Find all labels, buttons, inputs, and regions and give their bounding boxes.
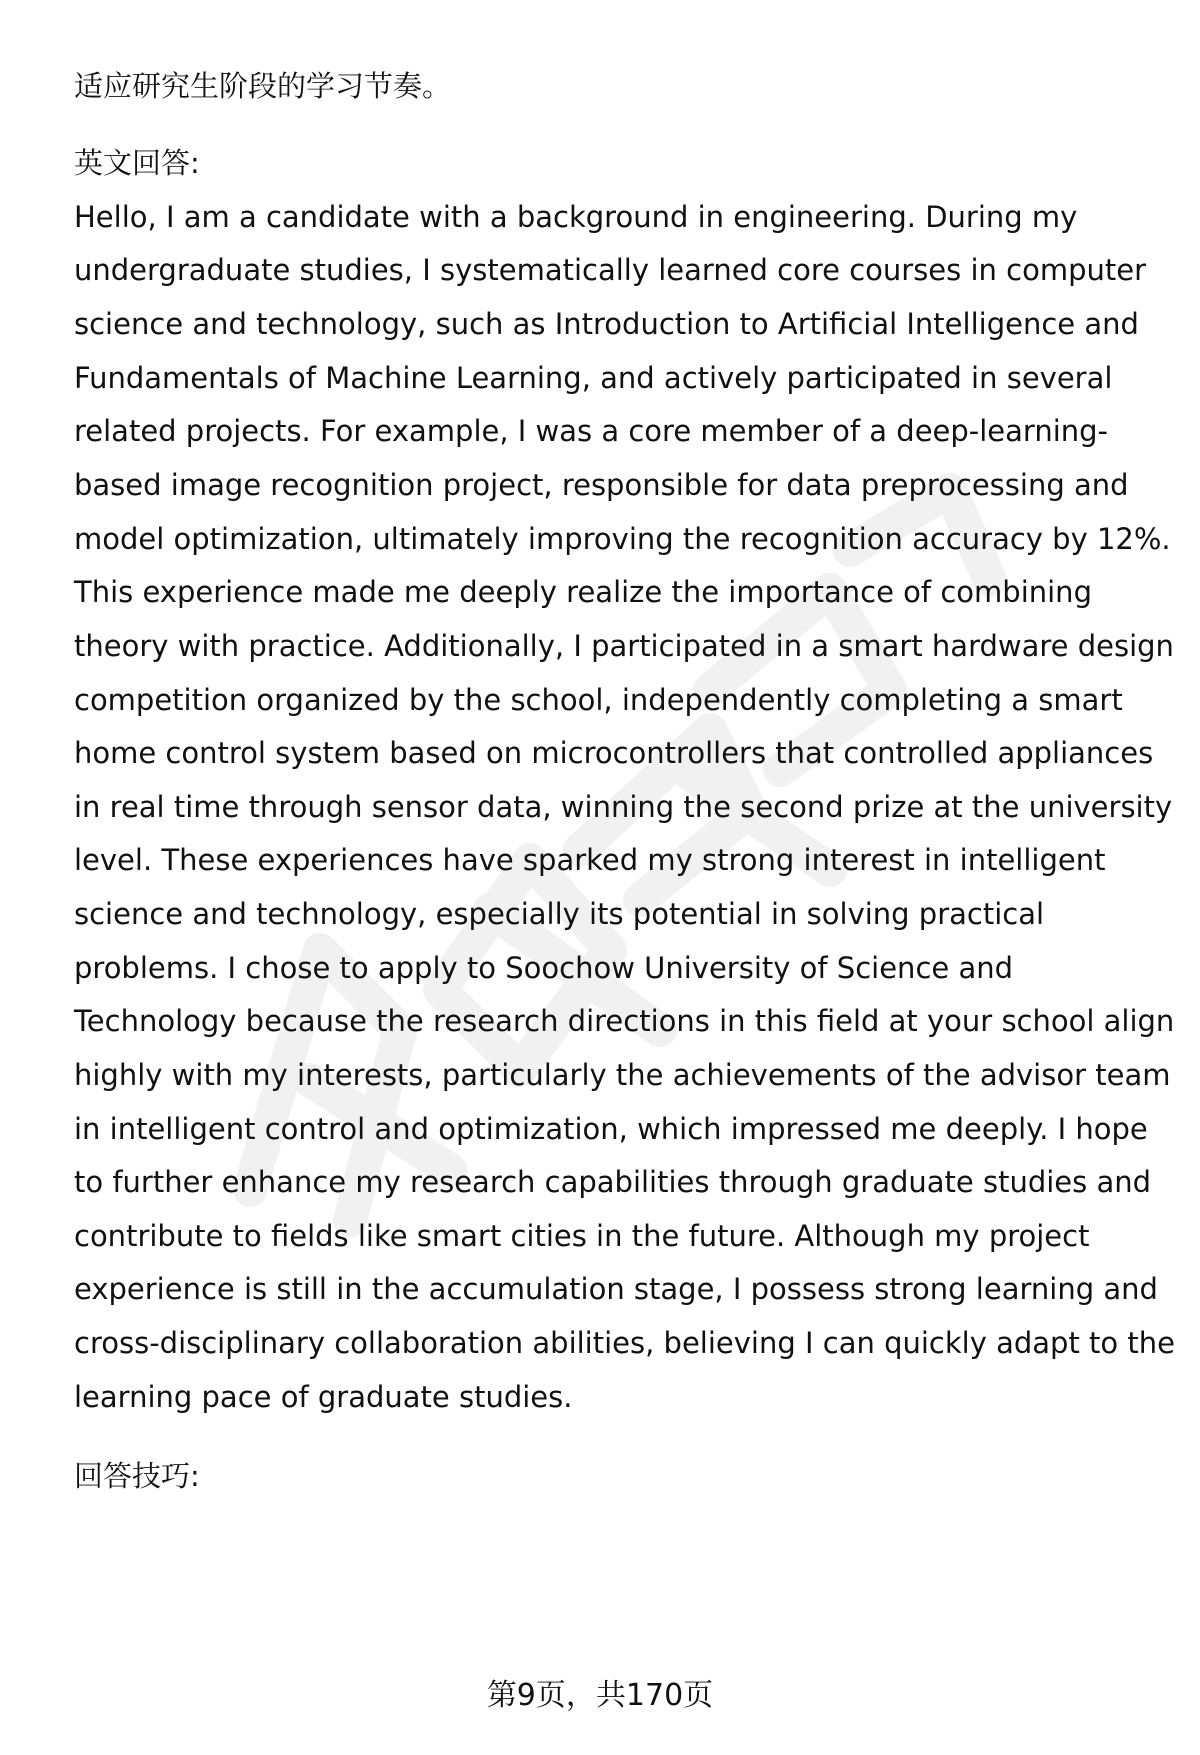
paragraph-line: science and technology, especially its potential in solving practical xyxy=(74,897,1045,931)
paragraph-line: in intelligent control and optimization, which impressed me deeply. I hope xyxy=(74,1112,1148,1146)
paragraph-line: science and technology, such as Introduction to Artificial Intelligence and xyxy=(74,307,1139,341)
paragraph-line: experience is still in the accumulation stage, I possess strong learning and xyxy=(74,1272,1158,1306)
paragraph-line: theory with practice. Additionally, I participated in a smart hardware design xyxy=(74,629,1174,663)
paragraph-line: model optimization, ultimately improving the recognition accuracy by 12%. xyxy=(74,522,1171,556)
paragraph-line: home control system based on microcontrollers that controlled appliances xyxy=(74,736,1154,770)
paragraph-line: based image recognition project, responsible for data preprocessing and xyxy=(74,468,1129,502)
paragraph-line: Fundamentals of Machine Learning, and actively participated in several xyxy=(74,361,1113,395)
paragraph-line: to further enhance my research capabilities through graduate studies and xyxy=(74,1165,1152,1199)
paragraph-line: Technology because the research directions in this field at your school align xyxy=(74,1004,1175,1038)
paragraph-line: highly with my interests, particularly the achievements of the advisor team xyxy=(74,1058,1171,1092)
paragraph-line: in real time through sensor data, winning the second prize at the university xyxy=(74,790,1173,824)
english-answer-heading: 英文回答: xyxy=(74,146,200,180)
tips-heading: 回答技巧: xyxy=(74,1459,200,1493)
paragraph-line: problems. I chose to apply to Soochow University of Science and xyxy=(74,951,1014,985)
paragraph-line: cross-disciplinary collaboration abilities, believing I can quickly adapt to the xyxy=(74,1326,1175,1360)
paragraph-line: competition organized by the school, independently completing a smart xyxy=(74,683,1123,717)
paragraph-line: learning pace of graduate studies. xyxy=(74,1380,573,1414)
intro-line: 适应研究生阶段的学习节奏。 xyxy=(74,69,452,103)
paragraph-line: related projects. For example, I was a core member of a deep-learning- xyxy=(74,414,1109,448)
paragraph-line: undergraduate studies, I systematically learned core courses in computer xyxy=(74,253,1146,287)
paragraph-line: level. These experiences have sparked my strong interest in intelligent xyxy=(74,843,1106,877)
paragraph-line: This experience made me deeply realize the importance of combining xyxy=(74,575,1092,609)
page-number: 第9页，共170页 xyxy=(486,1678,714,1713)
paragraph-line: Hello, I am a candidate with a background in engineering. During my xyxy=(74,200,1078,234)
paragraph-line: contribute to fields like smart cities in the future. Although my project xyxy=(74,1219,1090,1253)
